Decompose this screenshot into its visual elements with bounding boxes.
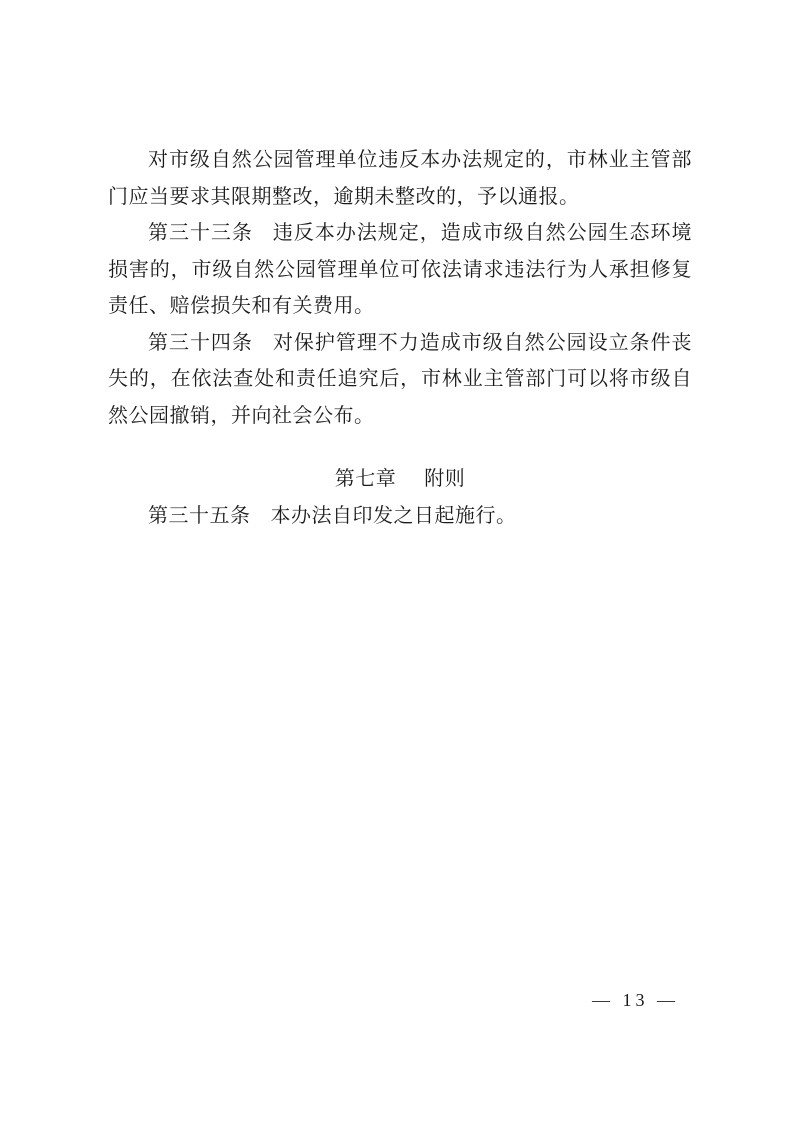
- paragraph-text: 对市级自然公园管理单位违反本办法规定的，市林业主管部门应当要求其限期整改，逾期未整改的，予以通报。: [108, 147, 692, 208]
- article-34: [108, 324, 692, 434]
- article-label: 第三十三条: [148, 220, 253, 244]
- article-text: 本办法自印发之日起施行。: [270, 502, 517, 527]
- article-label: 第三十四条: [148, 329, 253, 354]
- article-35: [108, 497, 692, 534]
- article-label: 第三十五条: [148, 502, 251, 527]
- paragraph-continuation: [108, 141, 692, 214]
- page-number: — 13 —: [592, 990, 679, 1010]
- chapter-heading: [108, 460, 692, 497]
- chapter-title: 附则: [424, 466, 466, 490]
- document-body: [108, 141, 692, 533]
- article-text: 违反本办法规定，造成市级自然公园生态环境损害的，市级自然公园管理单位可依法请求违法行为人承担修复责任、赔偿损失和有关费用。: [108, 220, 693, 317]
- chapter-number: 第七章: [334, 466, 397, 490]
- article-text: 对保护管理不力造成市级自然公园设立条件丧失的，在依法查处和责任追究后，市林业主管部门可以将市级自然公园撤销，并向社会公布。: [108, 329, 693, 427]
- article-33: [108, 214, 692, 324]
